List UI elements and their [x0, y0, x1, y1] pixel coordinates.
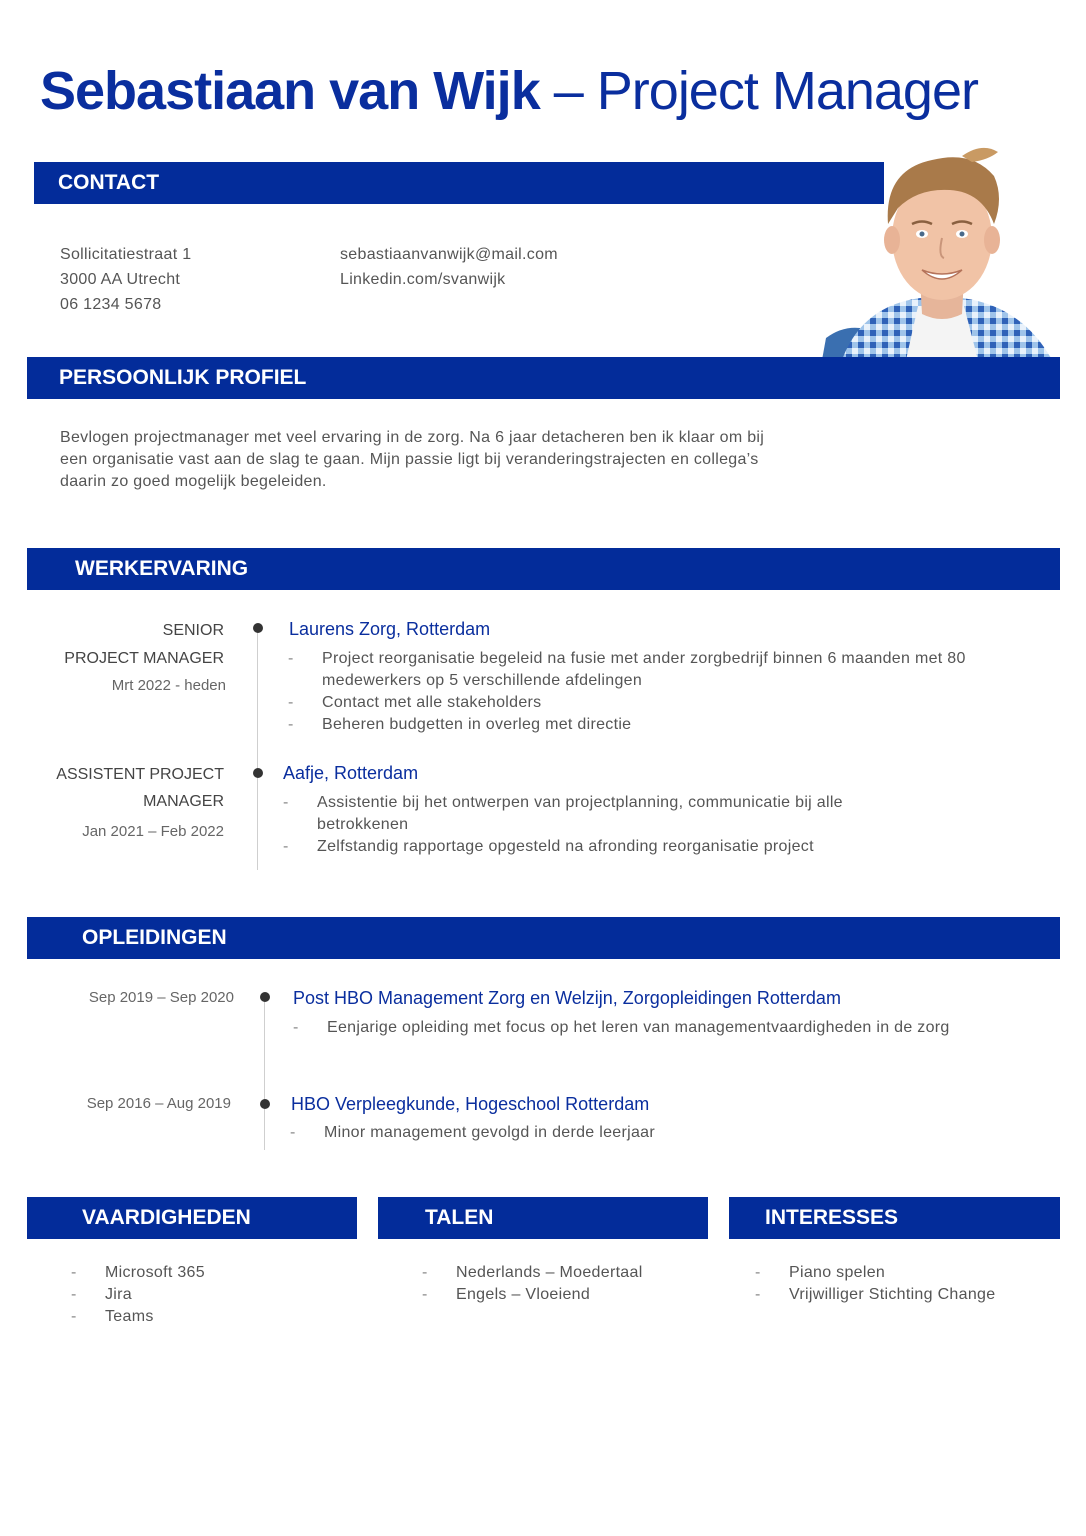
education-details	[290, 1122, 890, 1144]
timeline-dot	[260, 1099, 270, 1109]
contact-heading: CONTACT	[58, 171, 160, 194]
education-details	[293, 1017, 1053, 1039]
timeline-dot	[260, 992, 270, 1002]
timeline-dot	[253, 768, 263, 778]
interests-list	[755, 1262, 1055, 1306]
list-item: - Eenjarige opleiding met focus op het leren van managementvaardigheden in de zorg	[293, 1017, 1053, 1039]
job-responsibilities	[288, 648, 968, 736]
list-item: - Contact met alle stakeholders	[288, 692, 968, 714]
contact-phone: 06 1234 5678	[60, 296, 162, 313]
job-period: Jan 2021 – Feb 2022	[82, 823, 224, 840]
list-item: - Jira	[71, 1284, 351, 1306]
timeline-dot	[253, 623, 263, 633]
contact-address-line1: Sollicitatiestraat 1	[60, 246, 192, 263]
title-separator: –	[539, 61, 597, 121]
list-item: - Piano spelen	[755, 1262, 1055, 1284]
skills-heading: VAARDIGHEDEN	[82, 1206, 251, 1229]
languages-list	[422, 1262, 702, 1306]
list-item: - Beheren budgetten in overleg met directie	[288, 714, 968, 736]
education-organization: HBO Verpleegkunde, Hogeschool Rotterdam	[291, 1094, 650, 1114]
page-title	[40, 60, 978, 122]
job-organization: Laurens Zorg, Rotterdam	[289, 619, 491, 639]
job-organization: Aafje, Rotterdam	[283, 763, 419, 783]
job-title-line1: SENIOR	[162, 622, 224, 639]
interests-heading: INTERESSES	[765, 1206, 899, 1229]
list-item: - Zelfstandig rapportage opgesteld na afronding reorganisatie project	[283, 836, 883, 858]
list-item: - Minor management gevolgd in derde leerjaar	[290, 1122, 890, 1144]
profile-line-3: daarin zo goed mogelijk begeleiden.	[60, 473, 327, 490]
list-item: - Engels – Vloeiend	[422, 1284, 702, 1306]
job-title-line2: PROJECT MANAGER	[64, 650, 224, 667]
candidate-role: Project Manager	[596, 61, 978, 121]
job-responsibilities	[283, 792, 883, 858]
contact-linkedin[interactable]: Linkedin.com/svanwijk	[340, 271, 506, 288]
job-title-line2: MANAGER	[143, 793, 224, 810]
job-period: Mrt 2022 - heden	[111, 677, 226, 694]
interests-heading-bar	[729, 1197, 1060, 1239]
contact-email[interactable]: sebastiaanvanwijk@mail.com	[340, 246, 558, 263]
list-item: - Assistentie bij het ontwerpen van projectplanning, communicatie bij alle betrokkenen	[283, 792, 883, 836]
languages-heading-bar	[378, 1197, 708, 1239]
education-organization: Post HBO Management Zorg en Welzijn, Zorgopleidingen Rotterdam	[293, 988, 841, 1008]
experience-heading: WERKERVARING	[75, 557, 249, 580]
list-item: - Vrijwilliger Stichting Change	[755, 1284, 1055, 1306]
list-item: - Teams	[71, 1306, 351, 1328]
education-period: Sep 2016 – Aug 2019	[86, 1095, 231, 1112]
list-item: - Project reorganisatie begeleid na fusie met ander zorgbedrijf binnen 6 maanden met 80 medewerkers op 5 verschillende afdelingen	[288, 648, 968, 692]
education-timeline	[264, 997, 265, 1150]
profile-heading-bar	[27, 357, 1060, 399]
education-heading-bar	[27, 917, 1060, 959]
skills-list	[71, 1262, 351, 1328]
profile-photo	[822, 138, 1060, 360]
education-period: Sep 2019 – Sep 2020	[88, 989, 234, 1006]
skills-heading-bar	[27, 1197, 357, 1239]
contact-address-line2: 3000 AA Utrecht	[60, 271, 181, 288]
contact-heading-bar	[34, 162, 884, 204]
list-item: - Microsoft 365	[71, 1262, 351, 1284]
experience-heading-bar	[27, 548, 1060, 590]
candidate-name: Sebastiaan van Wijk	[40, 61, 540, 121]
education-heading: OPLEIDINGEN	[82, 926, 227, 949]
portrait-illustration	[822, 138, 1060, 360]
profile-line-2: een organisatie vast aan de slag te gaan. Mijn passie ligt bij veranderingstrajecten en collega’s	[60, 451, 759, 468]
languages-heading: TALEN	[425, 1206, 494, 1229]
profile-line-1: Bevlogen projectmanager met veel ervaring in de zorg. Na 6 jaar detacheren ben ik klaar om bij	[60, 429, 765, 446]
list-item: - Nederlands – Moedertaal	[422, 1262, 702, 1284]
experience-timeline	[257, 630, 258, 870]
job-title-line1: ASSISTENT PROJECT	[56, 766, 224, 783]
profile-heading: PERSOONLIJK PROFIEL	[59, 366, 307, 389]
